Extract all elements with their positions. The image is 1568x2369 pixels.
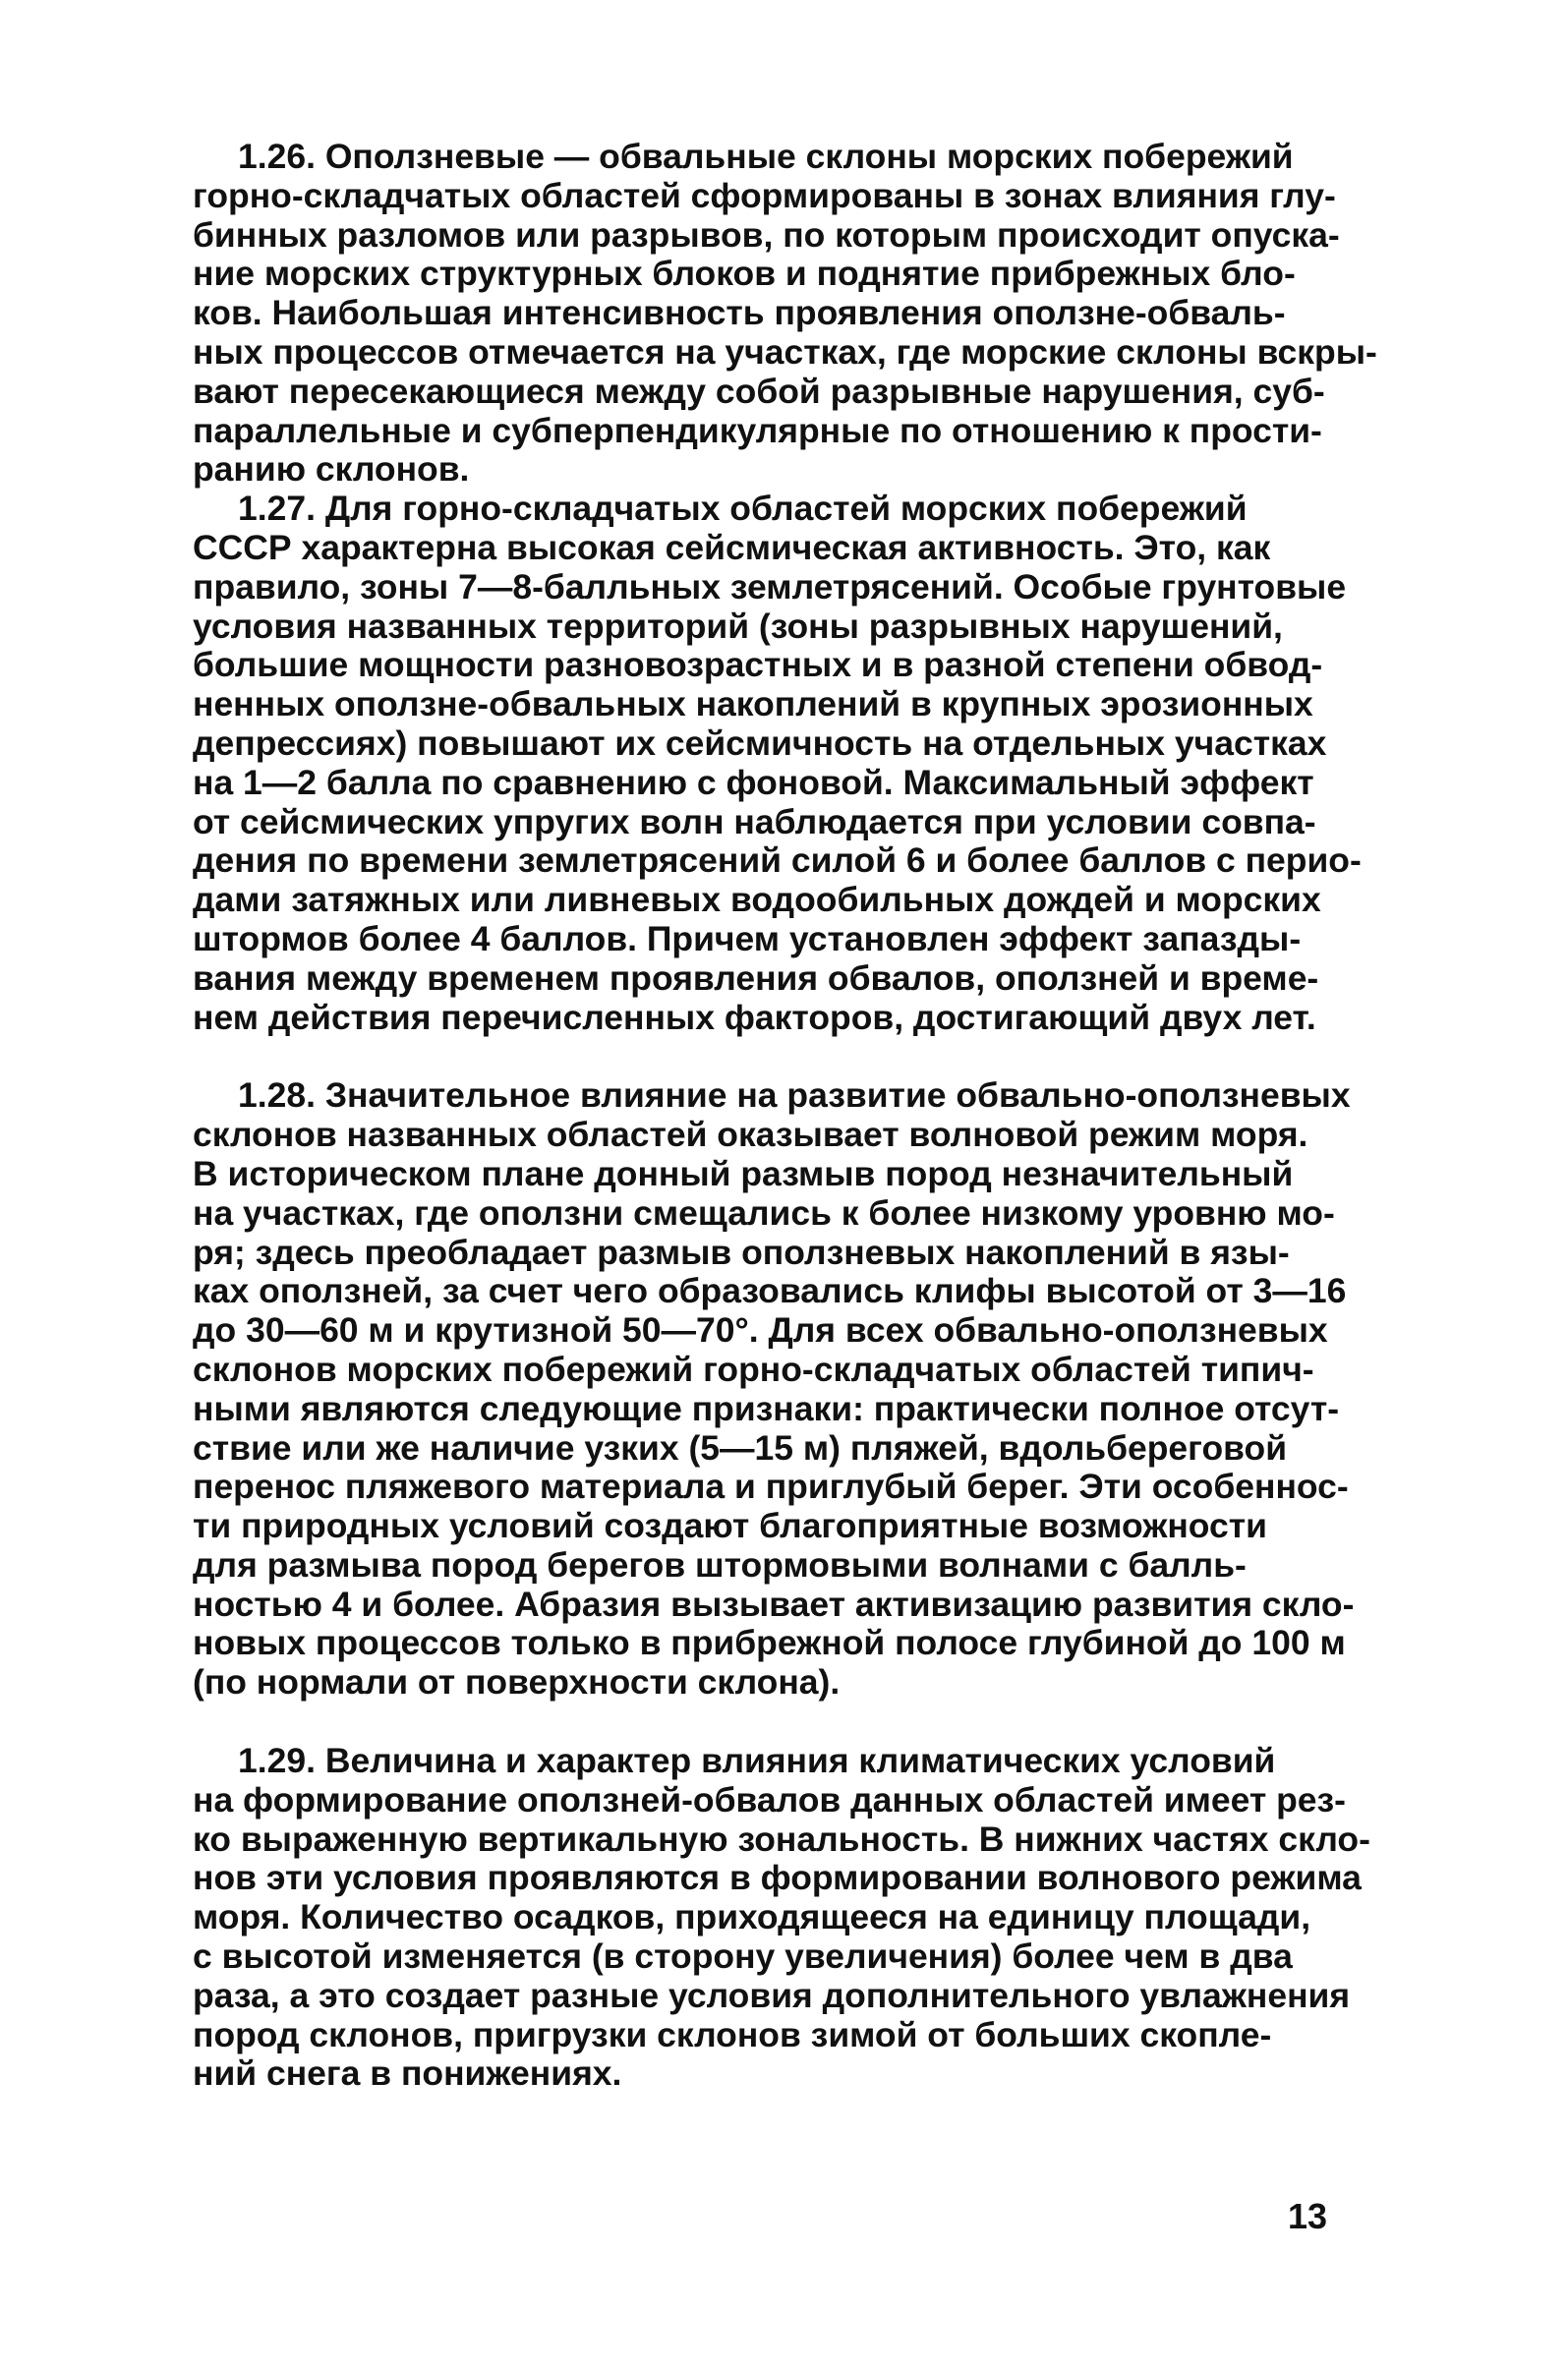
text-line: пород склонов, пригрузки склонов зимой от больших скопле-	[193, 2015, 1272, 2054]
text-line: ранию склонов.	[193, 450, 470, 490]
text-line: ко выраженную вертикальную зональность. В нижних частях скло-	[193, 1820, 1370, 1859]
text-line: 1.26. Оползневые — обвальные склоны морских побережий	[238, 138, 1294, 176]
paragraph-1-26	[193, 138, 1382, 490]
text-line: от сейсмических упругих волн наблюдается при условии совпа-	[193, 802, 1316, 841]
text-line: 1.29. Величина и характер влияния климатических условий	[238, 1742, 1276, 1781]
text-line: нем действия перечисленных факторов, достигающий двух лет.	[193, 998, 1316, 1037]
text-line: условия названных территорий (зоны разрывных нарушений,	[193, 607, 1283, 646]
text-line: ненных оползне-обвальных накоплений в крупных эрозионных	[193, 685, 1313, 724]
text-line: СССР характерна высокая сейсмическая активность. Это, как	[193, 528, 1271, 567]
paragraph-gap	[193, 1703, 1382, 1742]
text-line: горно-складчатых областей сформированы в зонах влияния глу-	[193, 176, 1336, 215]
text-line: раза, а это создает разные условия дополнительного увлажнения	[193, 1976, 1351, 2015]
text-line: бинных разломов или разрывов, по которым происходит опуска-	[193, 215, 1340, 255]
text-line: депрессиях) повышают их сейсмичность на отдельных участках	[193, 723, 1327, 763]
text-line: ностью 4 и более. Абразия вызывает активизацию развития скло-	[193, 1585, 1355, 1624]
text-line: ря; здесь преобладает размыв оползневых накоплений в язы-	[193, 1233, 1290, 1272]
text-line: для размыва пород берегов штормовыми волнами с балль-	[193, 1545, 1247, 1585]
text-line: дения по времени землетрясений силой 6 и более баллов с перио-	[193, 841, 1362, 881]
text-line: на участках, где оползни смещались к более низкому уровню мо-	[193, 1193, 1335, 1233]
text-line: 1.28. Значительное влияние на развитие обвально-оползневых	[238, 1076, 1351, 1116]
text-line: ными являются следующие признаки: практически полное отсут-	[193, 1389, 1340, 1428]
text-line: склонов названных областей оказывает волновой режим моря.	[193, 1116, 1308, 1155]
text-line: правило, зоны 7—8-балльных землетрясений. Особые грунтовые	[193, 567, 1347, 607]
page-number: 13	[1288, 2196, 1328, 2236]
text-line: перенос пляжевого материала и приглубый берег. Эти особеннос-	[193, 1468, 1349, 1507]
text-line: ных процессов отмечается на участках, где морские склоны вскры-	[193, 332, 1377, 372]
text-line: склонов морских побережий горно-складчатых областей типич-	[193, 1350, 1314, 1389]
text-line: нов эти условия проявляются в формировании волнового режима	[193, 1859, 1362, 1898]
text-line: (по нормали от поверхности склона).	[193, 1663, 841, 1703]
text-line: до 30—60 м и крутизной 50—70°. Для всех обвально-оползневых	[193, 1311, 1328, 1351]
text-line: параллельные и субперпендикулярные по отношению к прости-	[193, 411, 1322, 450]
text-line: новых процессов только в прибрежной полосе глубиной до 100 м	[193, 1624, 1346, 1663]
text-line: ствие или же наличие узких (5—15 м) пляжей, вдольбереговой	[193, 1428, 1288, 1468]
text-line: ти природных условий создают благоприятные возможности	[193, 1507, 1267, 1546]
text-line: штормов более 4 баллов. Причем установлен эффект запазды-	[193, 919, 1302, 958]
text-line: В историческом плане донный размыв пород незначительный	[193, 1154, 1294, 1193]
text-line: на 1—2 балла по сравнению с фоновой. Максимальный эффект	[193, 763, 1314, 802]
text-line: вают пересекающиеся между собой разрывные нарушения, суб-	[193, 372, 1325, 411]
text-line: дами затяжных или ливневых водообильных дождей и морских	[193, 881, 1321, 920]
text-line: ние морских структурных блоков и поднятие прибрежных бло-	[193, 255, 1296, 294]
paragraph-1-29	[193, 1742, 1382, 2094]
text-line: ний снега в понижениях.	[193, 2054, 622, 2094]
text-line: ках оползней, за счет чего образовались клифы высотой от 3—16	[193, 1272, 1347, 1311]
paragraph-1-28	[193, 1076, 1382, 1703]
paragraph-gap	[193, 1037, 1382, 1076]
text-line: моря. Количество осадков, приходящееся на единицу площади,	[193, 1898, 1311, 1937]
text-line: ков. Наибольшая интенсивность проявления оползне-обваль-	[193, 294, 1286, 333]
text-line: вания между временем проявления обвалов, оползней и време-	[193, 958, 1319, 998]
text-line: с высотой изменяется (в сторону увеличения) более чем в два	[193, 1937, 1293, 1977]
paragraph-1-27	[193, 490, 1382, 1037]
text-line: большие мощности разновозрастных и в разной степени обвод-	[193, 646, 1323, 685]
text-line: на формирование оползней-обвалов данных областей имеет рез-	[193, 1780, 1347, 1820]
text-line: 1.27. Для горно-складчатых областей морских побережий	[238, 490, 1248, 529]
document-page	[193, 138, 1382, 2094]
